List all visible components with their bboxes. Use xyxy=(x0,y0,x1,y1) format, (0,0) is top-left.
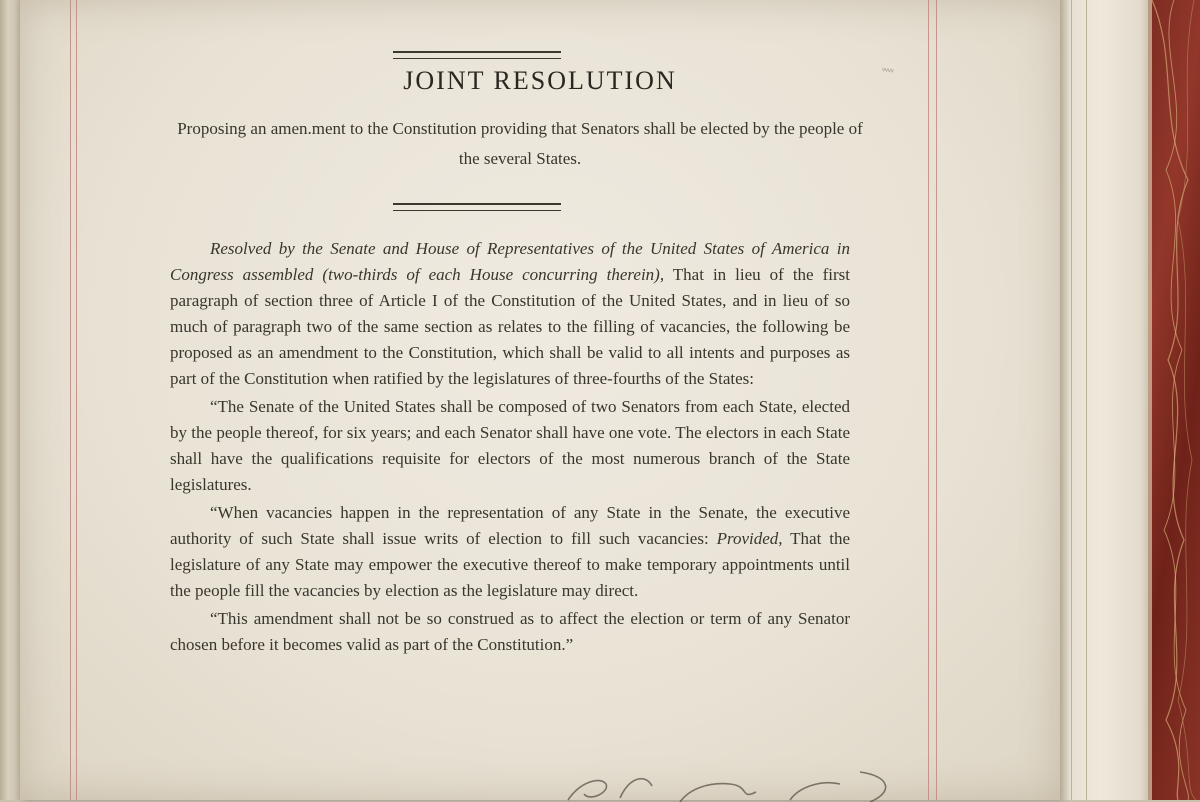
section-divider xyxy=(393,203,561,211)
document-page xyxy=(20,0,1060,800)
signature-icon xyxy=(560,762,900,802)
amendment-paragraph-1: “The Senate of the United States shall be composed of two Senators from each State, elected by the people thereof, for six years; and each Senator shall have one vote. The electors in each State shall have the qualifications requisite for electors of the most numerous branch of the State legislatures. xyxy=(170,397,850,494)
resolving-clause xyxy=(170,236,850,392)
amendment-paragraph-2-start: “When vacancies happen in the representation of any State in the Senate, the executive authority of such State shall issue writs of election to fill such vacancies: xyxy=(170,503,850,548)
margin-pencil-mark: ᵛᵛᵛᵛ xyxy=(881,65,895,77)
resolving-clause-italic: Resolved by the Senate and House of Representatives of the United States of America in Congress assembled (two-thirds of each House concurring therein), xyxy=(170,239,850,284)
right-margin-rule-inner xyxy=(928,0,929,800)
cover-edge xyxy=(1148,0,1152,800)
amendment-paragraph-2 xyxy=(170,500,850,604)
marble-pattern-icon xyxy=(1148,0,1200,800)
resolution-body xyxy=(170,236,850,658)
resolving-clause-text: That in lieu of the first paragraph of section three of Article I of the Constitution of the United States, and in lieu of so much of paragraph two of the same section as relates to the filling of vacancies, the following be proposed as an amendment to the Constitution, which shall be valid to all intents and purposes as part of the Constitution when ratified by the legislatures of three-fourths of the States: xyxy=(170,265,850,388)
page-stack-line xyxy=(1071,0,1072,800)
provided-word: Provided, xyxy=(716,529,783,548)
page-stack-edge xyxy=(1060,0,1148,800)
subtitle: Proposing an amen.ment to the Constitution providing that Senators shall be elected by the people of the several States. xyxy=(177,119,863,168)
left-margin-rule-outer xyxy=(70,0,71,800)
amendment-paragraph-2-end: That the legislature of any State may empower the executive thereof to make temporary appointments until the people fill the vacancies by election as the legislature may direct. xyxy=(170,529,851,600)
right-margin-rule-outer xyxy=(936,0,937,800)
page-stack-line xyxy=(1086,0,1087,800)
amendment-paragraph-3: “This amendment shall not be so construed as to affect the election or term of any Senator chosen before it becomes valid as part of the Constitution.” xyxy=(170,609,850,654)
left-margin-rule-inner xyxy=(76,0,77,800)
marbled-cover xyxy=(1148,0,1200,800)
page-title: JOINT RESOLUTION xyxy=(403,66,677,95)
top-divider xyxy=(393,51,561,59)
